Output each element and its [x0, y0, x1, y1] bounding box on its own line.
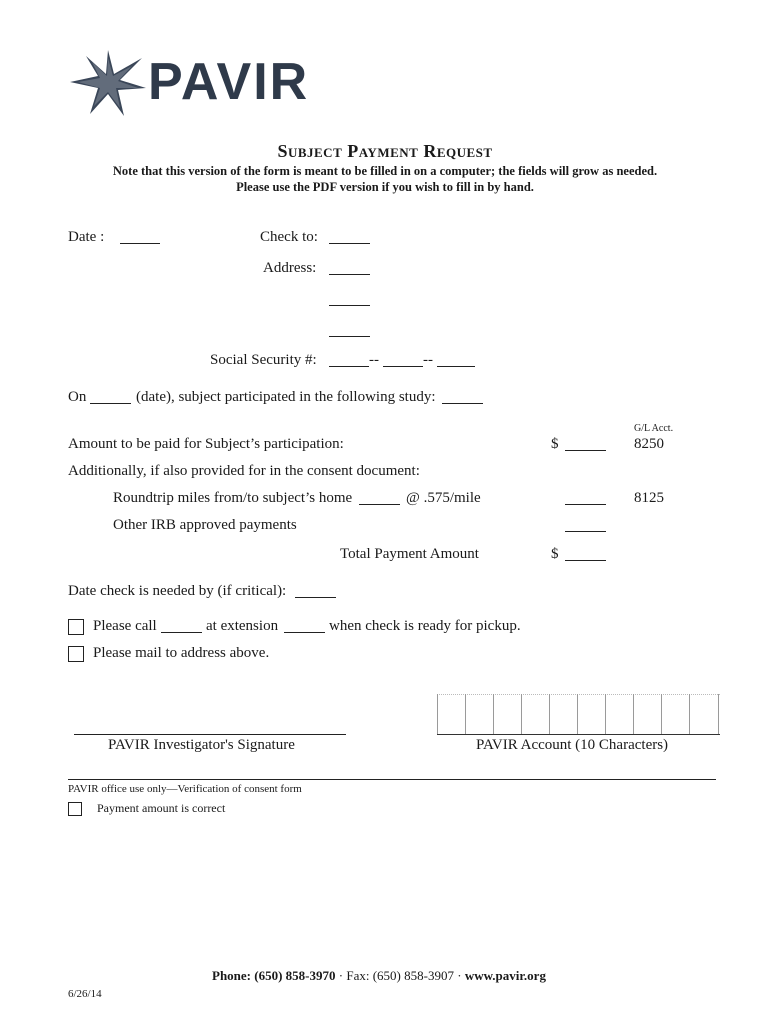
check-to-label: Check to: [260, 229, 318, 245]
total-amount-field[interactable] [565, 560, 606, 561]
please-mail-label: Please mail to address above. [93, 645, 270, 661]
mileage-rate-label: @ .575/mile [406, 490, 481, 506]
call-name-field[interactable] [161, 632, 202, 633]
revision-date: 6/26/14 [68, 988, 102, 1000]
account-char-box[interactable] [493, 694, 522, 734]
roundtrip-amount-field[interactable] [565, 504, 606, 505]
account-char-box[interactable] [521, 694, 550, 734]
account-char-box[interactable] [661, 694, 690, 734]
date-needed-field[interactable] [295, 597, 336, 598]
logo-wordmark: PAVIR [148, 53, 310, 111]
participation-date-field[interactable] [90, 403, 131, 404]
please-mail-checkbox[interactable] [68, 646, 84, 662]
gl-acct-amount: 8250 [634, 436, 664, 452]
address-label: Address: [263, 260, 317, 276]
account-char-box[interactable] [437, 694, 466, 734]
office-divider [68, 779, 716, 780]
ssn-part-3-field[interactable] [437, 366, 475, 367]
gl-acct-roundtrip: 8125 [634, 490, 664, 506]
phone-label: Phone: [212, 968, 251, 983]
amount-dollar-sign: $ [551, 436, 559, 452]
star-logo-icon [68, 48, 148, 118]
investigator-signature-label: PAVIR Investigator's Signature [108, 737, 295, 753]
ssn-part-1-field[interactable] [329, 366, 369, 367]
when-ready-label: when check is ready for pickup. [329, 618, 521, 634]
ssn-label: Social Security #: [210, 352, 317, 368]
amount-field[interactable] [565, 450, 606, 451]
account-char-box[interactable] [689, 694, 719, 734]
account-char-box[interactable] [633, 694, 662, 734]
other-irb-amount-field[interactable] [565, 531, 606, 532]
phone-number: (650) 858-3970 [254, 968, 336, 983]
study-label: (date), subject participated in the following study: [136, 389, 436, 405]
payment-correct-checkbox[interactable] [68, 802, 82, 816]
date-label: Date : [68, 229, 105, 245]
extension-field[interactable] [284, 632, 325, 633]
account-input-boxes[interactable] [437, 694, 720, 735]
footer-separator-2: · [457, 968, 462, 983]
signature-line[interactable] [74, 734, 346, 735]
study-field[interactable] [442, 403, 483, 404]
office-use-header: PAVIR office use only—Verification of consent form [68, 783, 302, 795]
website-link[interactable]: www.pavir.org [464, 968, 546, 983]
check-to-field[interactable] [329, 243, 370, 244]
amount-label: Amount to be paid for Subject’s participation: [68, 436, 344, 452]
account-char-box[interactable] [549, 694, 578, 734]
additionally-label: Additionally, if also provided for in the consent document: [68, 463, 420, 479]
date-needed-label: Date check is needed by (if critical): [68, 583, 287, 599]
footer-contact [212, 968, 546, 984]
please-call-checkbox[interactable] [68, 619, 84, 635]
ssn-separator-1: -- [369, 352, 379, 368]
account-label: PAVIR Account (10 Characters) [476, 737, 669, 753]
total-dollar-sign: $ [551, 546, 559, 562]
total-label: Total Payment Amount [340, 546, 479, 562]
at-extension-label: at extension [206, 618, 279, 634]
fax-label: Fax: [346, 968, 370, 983]
instruction-note-1: Note that this version of the form is meant to be filled in on a computer; the fields will grow as needed. [112, 164, 658, 178]
on-label: On [68, 389, 87, 405]
form-title: Subject Payment Request [277, 141, 493, 161]
gl-acct-header: G/L Acct. [634, 423, 674, 434]
miles-field[interactable] [359, 504, 400, 505]
ssn-part-2-field[interactable] [383, 366, 423, 367]
please-call-label: Please call [93, 618, 157, 634]
address-line-3-field[interactable] [329, 336, 370, 337]
instruction-note-2: Please use the PDF version if you wish to fill in by hand. [236, 180, 534, 194]
pavir-logo [68, 48, 318, 118]
date-field[interactable] [120, 243, 160, 244]
ssn-separator-2: -- [423, 352, 433, 368]
account-char-box[interactable] [465, 694, 494, 734]
other-irb-label: Other IRB approved payments [113, 517, 297, 533]
payment-correct-label: Payment amount is correct [97, 801, 226, 815]
footer-separator-1: · [338, 968, 344, 983]
fax-number: (650) 858-3907 [372, 968, 454, 983]
address-line-1-field[interactable] [329, 274, 370, 275]
account-char-box[interactable] [605, 694, 634, 734]
account-char-box[interactable] [577, 694, 606, 734]
roundtrip-label: Roundtrip miles from/to subject’s home [113, 490, 353, 506]
address-line-2-field[interactable] [329, 305, 370, 306]
